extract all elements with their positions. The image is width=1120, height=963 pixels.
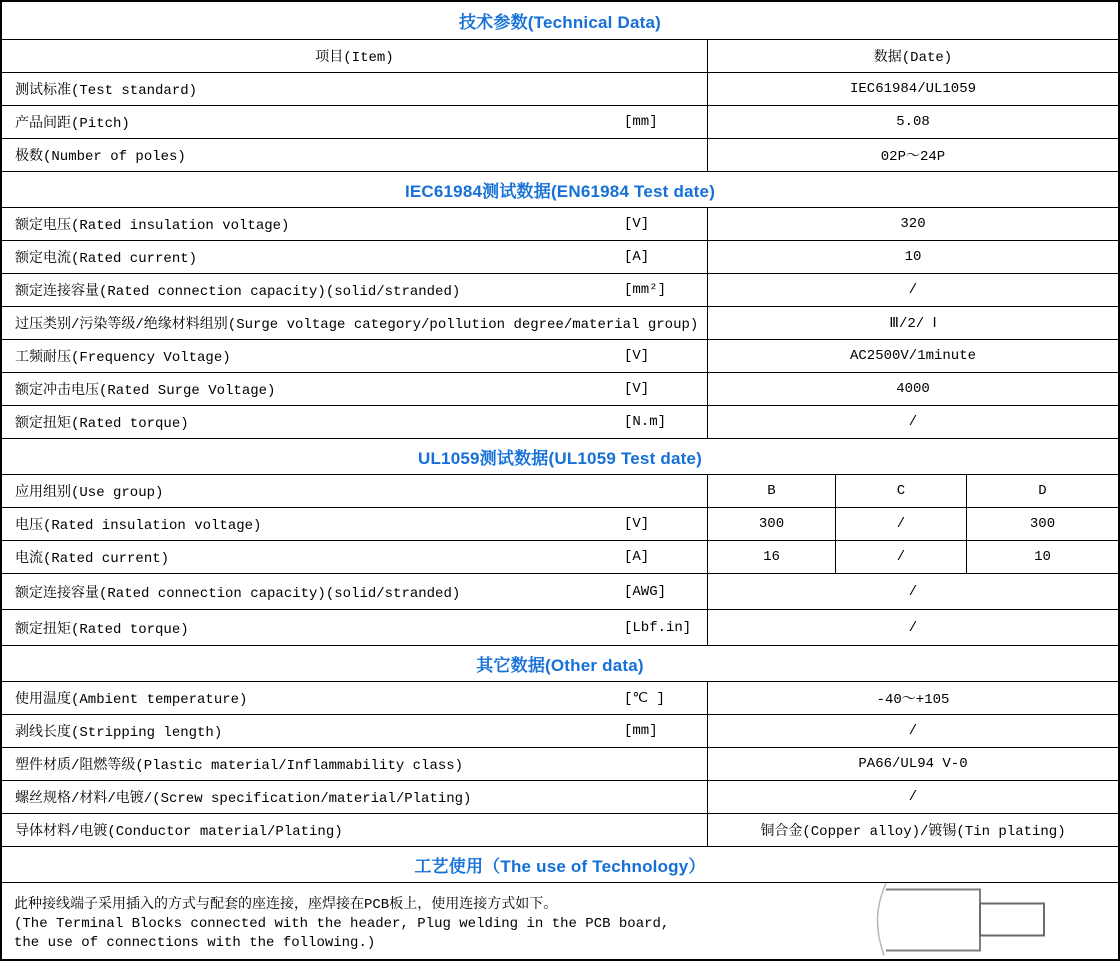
row-value-d: 300 [966,508,1118,540]
row-unit: [mm²] [624,282,667,298]
row-label: 使用温度(Ambient temperature) [15,692,248,708]
row-frequency-voltage [2,339,1118,372]
row-label: 额定连接容量(Rated connection capacity)(solid/stranded) [15,284,461,300]
note-line: (The Terminal Blocks connected with the header, Plug welding in the PCB board, [14,916,670,932]
row-value: 10 [707,241,1118,273]
item-column-header: 项目(Item) [315,50,394,66]
row-unit: [A] [624,249,650,265]
row-value: 02P～24P [707,139,1118,171]
row-value: / [707,574,1118,609]
row-ambient-temperature [2,681,1118,714]
connector-plug [980,904,1044,936]
row-value-b: 16 [707,541,835,573]
row-value: 4000 [707,373,1118,405]
row-label: 过压类别/污染等级/绝缘材料组别(Surge voltage category/pollution degree/material group) [15,317,699,333]
row-label: 额定扭矩(Rated torque) [15,416,189,432]
row-value-c: C [835,475,966,507]
row-label: 额定电压(Rated insulation voltage) [15,218,290,234]
row-label: 额定电流(Rated current) [15,251,198,267]
row-unit: [AWG] [624,583,667,600]
row-value-d: 10 [966,541,1118,573]
row-label: 导体材料/电镀(Conductor material/Plating) [15,824,343,840]
row-use-group [2,474,1118,507]
terminal-block-connector-diagram [862,880,1062,963]
note-line: 此种接线端子采用插入的方式与配套的座连接，座焊接在PCB板上，使用连接方式如下。 [14,897,558,913]
technology-section-title: 工艺使用（The use of Technology） [414,857,706,876]
row-unit: [Lbf.in] [624,619,692,636]
row-label: 测试标准(Test standard) [15,83,198,99]
row-label: 额定冲击电压(Rated Surge Voltage) [15,383,276,399]
row-conductor-material [2,813,1118,846]
break-line [877,884,886,956]
sheet-title-band [2,2,1118,39]
row-value-c: / [835,508,966,540]
row-unit: [V] [624,381,650,397]
other-section-title: 其它数据(Other data) [476,656,644,675]
row-unit: [℃ ] [624,690,665,707]
row-label: 产品间距(Pitch) [15,116,130,132]
row-unit: [V] [624,348,650,364]
row-rated-insulation-voltage [2,207,1118,240]
row-unit: [mm] [624,723,658,739]
row-label: 额定扭矩(Rated torque) [15,621,189,638]
data-column-header: 数据(Date) [707,40,1118,72]
row-value-d: D [966,475,1118,507]
row-label: 额定连接容量(Rated connection capacity)(solid/stranded) [15,585,461,602]
row-rated-connection-capacity-awg [2,573,1118,609]
row-value-b: 300 [707,508,835,540]
ul-section-title: UL1059测试数据(UL1059 Test date) [418,449,702,468]
row-number-of-poles [2,138,1118,171]
row-screw-specification [2,780,1118,813]
note-line: the use of connections with the following.) [14,935,376,951]
row-value: / [707,781,1118,813]
row-rated-torque-nm [2,405,1118,438]
row-rated-connection-capacity-mm2 [2,273,1118,306]
row-pitch [2,105,1118,138]
row-value: / [707,274,1118,306]
row-label: 剥线长度(Stripping length) [15,725,223,741]
technology-section-band [2,846,1118,882]
row-unit: [V] [624,216,650,232]
row-value-b: B [707,475,835,507]
row-unit: [mm] [624,114,658,130]
row-value: IEC61984/UL1059 [707,73,1118,105]
row-rated-surge-voltage [2,372,1118,405]
row-label: 工频耐压(Frequency Voltage) [15,350,231,366]
row-value-c: / [835,541,966,573]
row-unit: [V] [624,516,650,532]
row-label: 应用组别(Use group) [15,485,164,501]
other-section-band [2,645,1118,681]
row-surge-voltage-category [2,306,1118,339]
row-value: 铜合金(Copper alloy)/镀锡(Tin plating) [707,814,1118,846]
row-rated-torque-lbfin [2,609,1118,645]
row-value: 320 [707,208,1118,240]
row-value: 5.08 [707,106,1118,138]
row-ul-voltage [2,507,1118,540]
column-header-row [2,39,1118,72]
connector-body [886,890,980,951]
technology-note-area [2,882,1118,959]
row-unit: [N.m] [624,414,667,430]
row-value: -40～+105 [707,682,1118,714]
row-label: 电流(Rated current) [15,551,170,567]
row-value: AC2500V/1minute [707,340,1118,372]
row-label: 电压(Rated insulation voltage) [15,518,262,534]
row-value: Ⅲ/2/ Ⅰ [707,307,1118,339]
row-plastic-material [2,747,1118,780]
row-rated-current [2,240,1118,273]
row-value: PA66/UL94 V-0 [707,748,1118,780]
sheet-title: 技术参数(Technical Data) [458,13,662,32]
row-value: / [707,406,1118,438]
row-unit: [A] [624,549,650,565]
row-label: 极数(Number of poles) [15,149,186,165]
row-test-standard [2,72,1118,105]
row-value: / [707,610,1118,645]
ul-section-band [2,438,1118,474]
row-value: / [707,715,1118,747]
iec-section-title: IEC61984测试数据(EN61984 Test date) [404,182,716,201]
row-label: 塑件材质/阻燃等级(Plastic material/Inflammability class) [15,758,464,774]
row-stripping-length [2,714,1118,747]
row-ul-current [2,540,1118,573]
iec-section-band [2,171,1118,207]
row-label: 螺丝规格/材料/电镀/(Screw specification/material/Plating) [15,791,472,807]
